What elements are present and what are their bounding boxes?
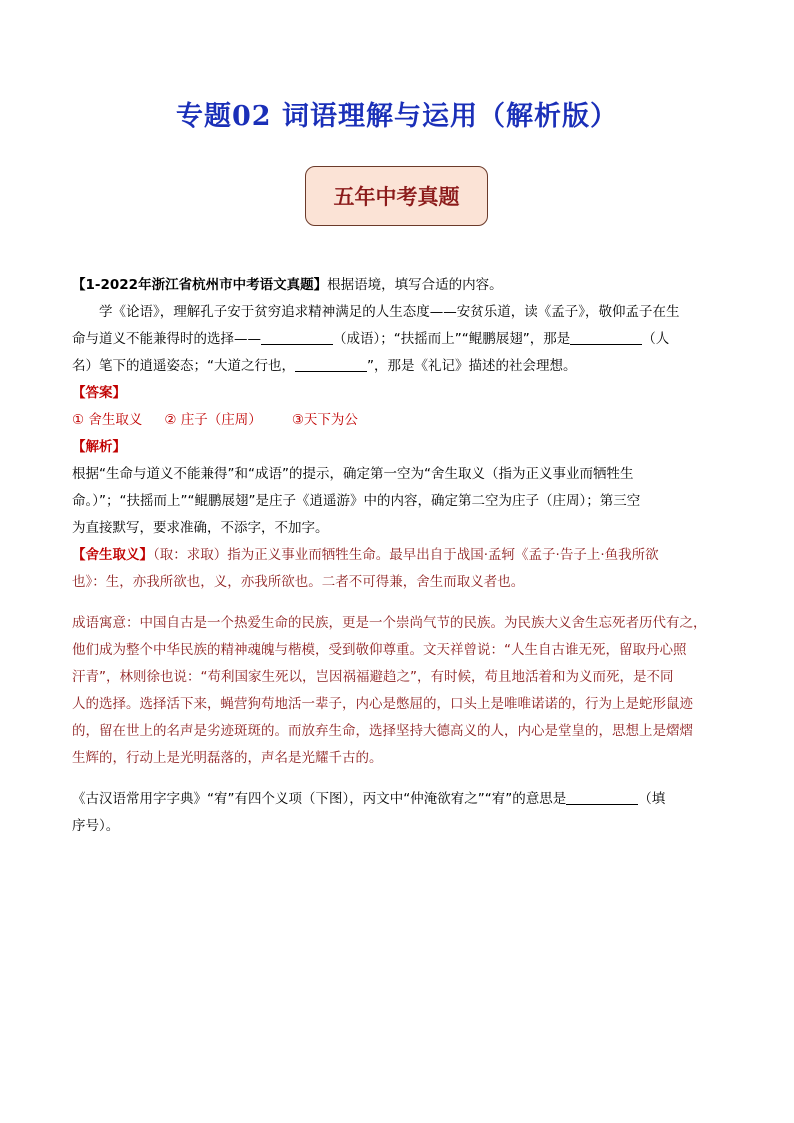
question-line-2 (72, 326, 722, 353)
question-line-3-part-a: 名）笔下的逍遥姿态；“大道之行也， (72, 358, 295, 374)
meaning-line-2: 他们成为整个中华民族的精神魂魄与楷模，受到敬仰尊重。文天祥曾说：“人生自古谁无死，留取丹心照 (72, 642, 687, 658)
question-line-3-part-b: ”，那是《礼记》描述的社会理想。 (367, 358, 577, 374)
answer-line (72, 407, 722, 434)
answer-blank-2 (570, 330, 642, 345)
idiom-line-1 (72, 542, 722, 569)
analysis-line-1: 根据“生命与道义不能兼得”和“成语”的提示，确定第一空为“舍生取义（指为正义事业而牺牲生 (72, 466, 634, 482)
answer-3: ③天下为公 (291, 412, 358, 428)
analysis-label: 【解析】 (72, 439, 126, 455)
question-line-2-part-a: 命与道义不能兼得时的选择—— (72, 331, 261, 347)
idiom-meaning (72, 610, 722, 772)
page-title: 专题02 词语理解与运用（解析版） (176, 101, 618, 132)
answer-2: ② 庄子（庄周） (164, 412, 262, 428)
question-source: 【1-2022年浙江省杭州市中考语文真题】 (72, 277, 328, 293)
next-question-line-2: 序号）。 (72, 818, 120, 834)
answer-1: ① 舍生取义 (72, 412, 143, 428)
next-question-line-1-part-b: （填 (638, 791, 666, 807)
question-line-2-part-c: （人 (642, 331, 670, 347)
meaning-line-3: 汗青”，林则徐也说：“苟利国家生死以，岂因祸福避趋之”，有时候，苟且地活着和为义而死，是不同 (72, 669, 674, 685)
question-line-1: 学《论语》，理解孔子安于贫穷追求精神满足的人生态度——安贫乐道，读《孟子》，敬仰孟子在生 (99, 304, 680, 320)
idiom-term: 【舍生取义】 (72, 547, 153, 563)
answer-label: 【答案】 (72, 385, 126, 401)
question-prompt: 根据语境，填写合适的内容。 (327, 277, 503, 293)
meaning-line-5: 的，留在世上的名声是劣迹斑斑的。而放弃生命，选择坚持大德高义的人，内心是堂皇的，思想上是熠熠 (72, 723, 693, 739)
question-header (72, 272, 722, 299)
idiom-definition: （取：求取）指为正义事业而牺牲生命。最早出自于战国·孟轲《孟子·告子上·鱼我所欲 (153, 547, 659, 563)
meaning-line-4: 人的选择。选择活下来，蝇营狗苟地活一辈子，内心是憋屈的，口头上是唯唯诺诺的，行为上是蛇形鼠迹 (72, 696, 693, 712)
next-question (72, 786, 722, 840)
answer-blank-4 (566, 790, 638, 805)
meaning-line-6: 生辉的，行动上是光明磊落的，声名是光耀千古的。 (72, 750, 383, 766)
document-content (72, 272, 722, 840)
section-banner-label: 五年中考真题 (333, 184, 460, 209)
analysis-line-2: 命。）”；“扶摇而上”“鲲鹏展翅”是庄子《逍遥游》中的内容，确定第二空为庄子（庄周）；第三空 (72, 493, 641, 509)
next-question-line-1 (72, 786, 722, 813)
section-banner (305, 166, 488, 226)
idiom-line-2: 也》：生，亦我所欲也，义，亦我所欲也。二者不可得兼，舍生而取义者也。 (72, 574, 525, 590)
answer-blank-3 (295, 357, 367, 372)
question-line-3 (72, 353, 722, 380)
answer-blank-1 (261, 330, 333, 345)
next-question-line-1-part-a: 《古汉语常用字字典》“宥”有四个义项（下图），丙文中“仲淹欲宥之”“宥”的意思是 (72, 791, 567, 807)
analysis-line-3: 为直接默写，要求准确，不添字，不加字。 (72, 520, 329, 536)
question-line-2-part-b: （成语）；“扶摇而上”“鲲鹏展翅”，那是 (333, 331, 571, 347)
meaning-line-1: 成语寓意：中国自古是一个热爱生命的民族，更是一个崇尚气节的民族。为民族大义舍生忘死者历代有之， (72, 615, 707, 631)
